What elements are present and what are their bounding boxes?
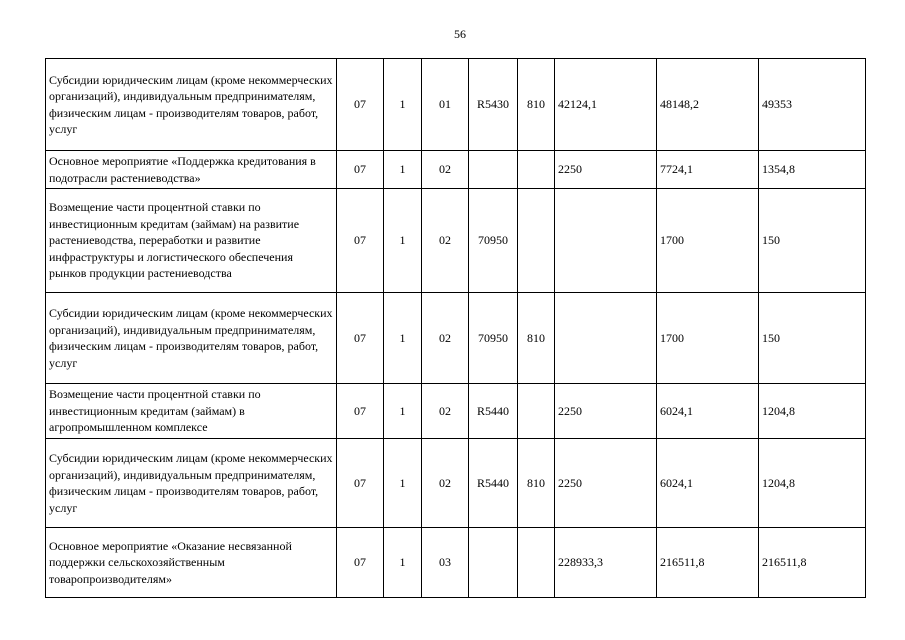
subprogram-code: 02 — [422, 384, 469, 439]
row-name: Субсидии юридическим лицам (кроме некоммерческих организаций), индивидуальным предпринимателям, физическим лицам - производителям товаров, работ, услуг — [46, 59, 337, 151]
subprogram-code: 02 — [422, 189, 469, 293]
amount-2: 6024,1 — [657, 439, 759, 528]
table-row — [46, 189, 866, 293]
section-code: 07 — [337, 293, 384, 384]
program-code: 1 — [384, 439, 422, 528]
direction-code: R5440 — [469, 439, 518, 528]
program-code: 1 — [384, 293, 422, 384]
section-code: 07 — [337, 59, 384, 151]
expense-type-code — [518, 189, 555, 293]
section-code: 07 — [337, 528, 384, 598]
amount-2: 48148,2 — [657, 59, 759, 151]
page-number: 56 — [454, 27, 466, 41]
amount-1: 2250 — [555, 151, 657, 189]
amount-1: 2250 — [555, 439, 657, 528]
amount-3: 1204,8 — [759, 439, 866, 528]
direction-code — [469, 528, 518, 598]
expense-type-code — [518, 528, 555, 598]
direction-code: 70950 — [469, 293, 518, 384]
direction-code: 70950 — [469, 189, 518, 293]
subprogram-code: 02 — [422, 293, 469, 384]
table-row — [46, 384, 866, 439]
row-name: Возмещение части процентной ставки по инвестиционным кредитам (займам) в агропромышленном комплексе — [46, 384, 337, 439]
program-code: 1 — [384, 528, 422, 598]
expense-type-code: 810 — [518, 439, 555, 528]
amount-1 — [555, 293, 657, 384]
amount-1: 42124,1 — [555, 59, 657, 151]
row-name: Основное мероприятие «Поддержка кредитования в подотрасли растениеводства» — [46, 151, 337, 189]
row-name: Возмещение части процентной ставки по инвестиционным кредитам (займам) на развитие растениеводства, переработки и развитие инфраструктуры и логистического обеспечения рынков продукции растениеводства — [46, 189, 337, 293]
program-code: 1 — [384, 189, 422, 293]
table-row — [46, 439, 866, 528]
program-code: 1 — [384, 384, 422, 439]
subprogram-code: 02 — [422, 151, 469, 189]
subprogram-code: 03 — [422, 528, 469, 598]
amount-3: 1354,8 — [759, 151, 866, 189]
expense-type-code — [518, 384, 555, 439]
amount-3: 49353 — [759, 59, 866, 151]
direction-code — [469, 151, 518, 189]
row-name: Субсидии юридическим лицам (кроме некоммерческих организаций), индивидуальным предпринимателям, физическим лицам - производителям товаров, работ, услуг — [46, 439, 337, 528]
amount-2: 7724,1 — [657, 151, 759, 189]
direction-code: R5440 — [469, 384, 518, 439]
expense-type-code: 810 — [518, 59, 555, 151]
row-name: Основное мероприятие «Оказание несвязанной поддержки сельскохозяйственным товаропроизводителям» — [46, 528, 337, 598]
amount-2: 216511,8 — [657, 528, 759, 598]
program-code: 1 — [384, 151, 422, 189]
amount-3: 216511,8 — [759, 528, 866, 598]
program-code: 1 — [384, 59, 422, 151]
section-code: 07 — [337, 439, 384, 528]
amount-1: 228933,3 — [555, 528, 657, 598]
table-row — [46, 528, 866, 598]
budget-table — [45, 58, 866, 598]
table-row — [46, 59, 866, 151]
row-name: Субсидии юридическим лицам (кроме некоммерческих организаций), индивидуальным предпринимателям, физическим лицам - производителям товаров, работ, услуг — [46, 293, 337, 384]
amount-2: 6024,1 — [657, 384, 759, 439]
amount-2: 1700 — [657, 189, 759, 293]
amount-2: 1700 — [657, 293, 759, 384]
section-code: 07 — [337, 151, 384, 189]
subprogram-code: 02 — [422, 439, 469, 528]
expense-type-code: 810 — [518, 293, 555, 384]
subprogram-code: 01 — [422, 59, 469, 151]
amount-3: 150 — [759, 293, 866, 384]
amount-1: 2250 — [555, 384, 657, 439]
amount-1 — [555, 189, 657, 293]
amount-3: 150 — [759, 189, 866, 293]
table-row — [46, 151, 866, 189]
table-row — [46, 293, 866, 384]
amount-3: 1204,8 — [759, 384, 866, 439]
section-code: 07 — [337, 189, 384, 293]
expense-type-code — [518, 151, 555, 189]
section-code: 07 — [337, 384, 384, 439]
direction-code: R5430 — [469, 59, 518, 151]
